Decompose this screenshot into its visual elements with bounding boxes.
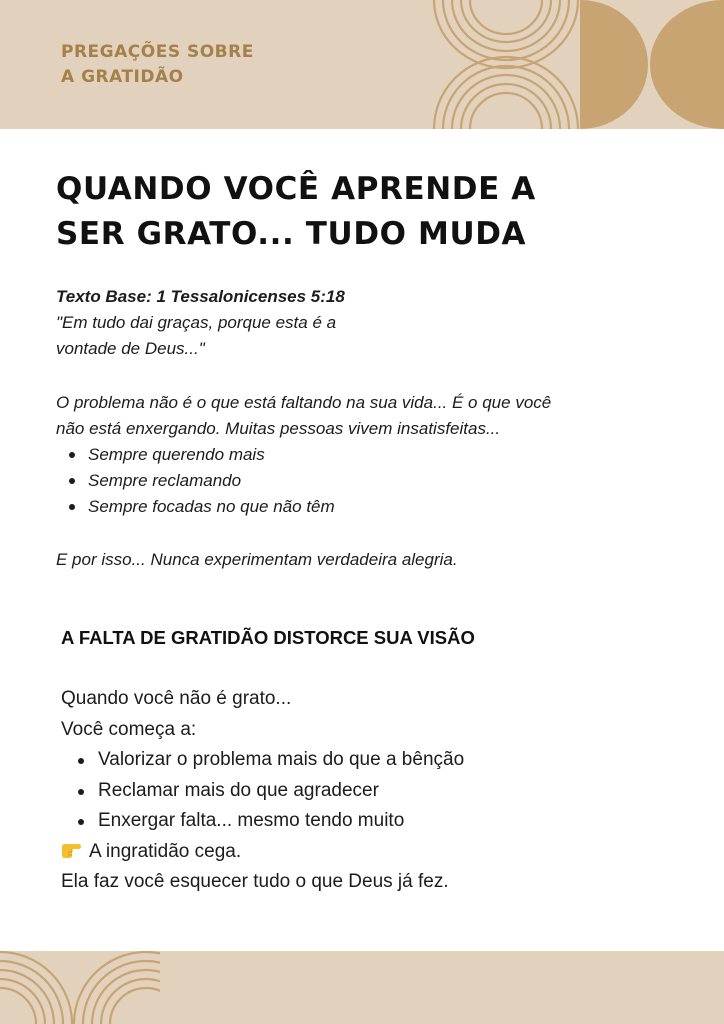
list-item: Valorizar o problema mais do que a bênção [61, 745, 464, 776]
main-title-line-2: SER GRATO... TUDO MUDA [56, 216, 527, 252]
header-decoration [430, 0, 724, 129]
header-label-line-2: A GRATIDÃO [61, 67, 184, 87]
section-final-line: Ela faz você esquecer tudo o que Deus já fez. [61, 871, 449, 892]
footer-arch-rings-left [0, 952, 72, 1024]
header-label [61, 40, 341, 90]
intro-bullet-list [56, 442, 335, 520]
section-heading: A FALTA DE GRATIDÃO DISTORCE SUA VISÃO [61, 627, 475, 648]
scripture-quote [56, 310, 336, 362]
quote-line-2: vontade de Deus..." [56, 339, 205, 358]
pointing-right-hand-icon [61, 841, 83, 859]
section-body [61, 684, 464, 898]
header-half-disc-left [580, 0, 648, 129]
section-bullet-list [61, 745, 464, 837]
header-label-line-1: PREGAÇÕES SOBRE [61, 42, 254, 62]
main-title [56, 167, 676, 257]
list-item: Sempre querendo mais [56, 442, 335, 468]
quote-line-1: "Em tudo dai graças, porque esta é a [56, 313, 337, 332]
list-item: Reclamar mais do que agradecer [61, 776, 464, 807]
pointer-line [61, 837, 464, 868]
list-item: Sempre reclamando [56, 468, 335, 494]
intro-paragraph-line-2: não está enxergando. Muitas pessoas vivem insatisfeitas... [56, 419, 501, 438]
footer-arch-rings-right [74, 952, 160, 1024]
intro-paragraph [56, 390, 551, 442]
intro-paragraph-line-1: O problema não é o que está faltando na sua vida... É o que você [56, 393, 552, 412]
footer-decoration [0, 951, 160, 1024]
section-line-1: Quando você não é grato... [61, 688, 292, 709]
section-line-2: Você começa a: [61, 718, 197, 740]
list-item: Sempre focadas no que não têm [56, 494, 335, 520]
header-half-disc-right [650, 0, 724, 129]
header-band [0, 0, 724, 129]
main-title-line-1: QUANDO VOCÊ APRENDE A [56, 171, 536, 207]
list-item: Enxergar falta... mesmo tendo muito [61, 806, 464, 837]
footer-band [0, 951, 724, 1024]
intro-closing: E por isso... Nunca experimentam verdadeira alegria. [56, 550, 458, 569]
base-text-label: Texto Base: 1 Tessalonicenses 5:18 [56, 287, 345, 306]
pointer-text: A ingratidão cega. [89, 840, 242, 862]
